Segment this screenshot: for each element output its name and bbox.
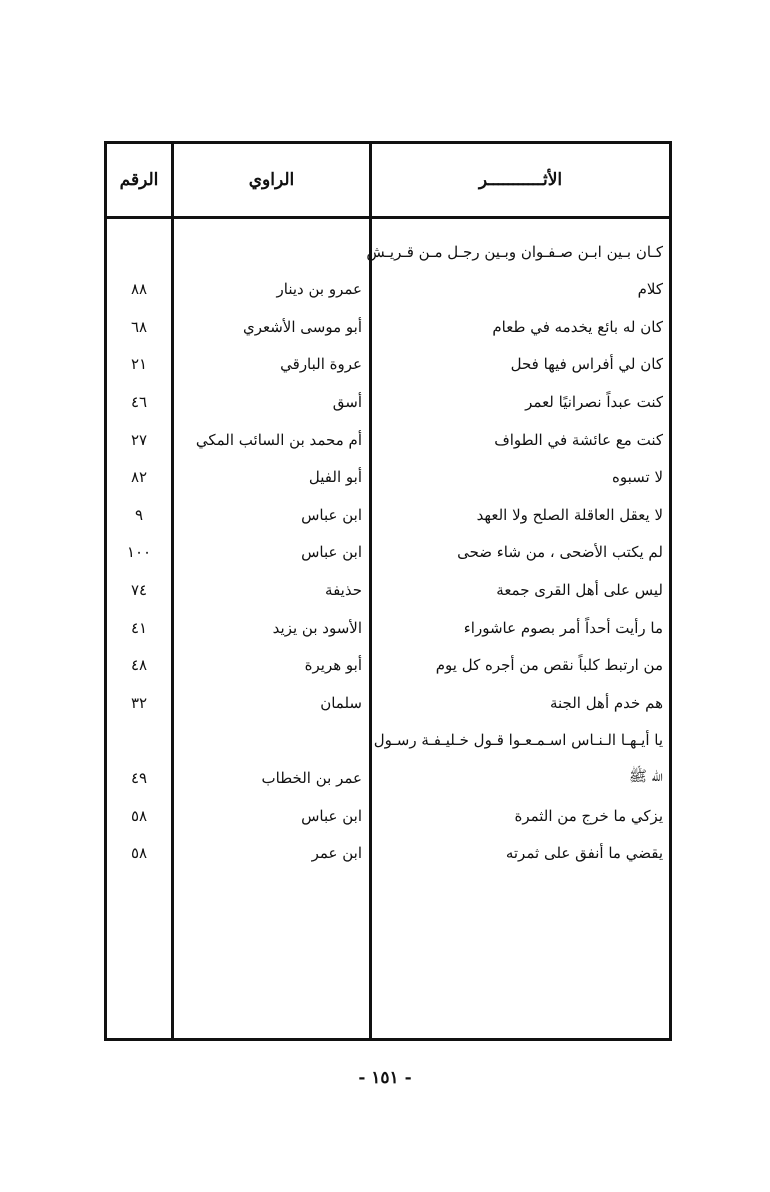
row-narrator: أم محمد بن السائب المكي	[195, 430, 362, 449]
row-number: ٨٢	[130, 468, 148, 487]
table-row	[107, 684, 669, 721]
row-athar: ما رأيت أحداً أمر بصوم عاشوراء	[463, 618, 663, 637]
row-narrator	[174, 233, 362, 270]
row-number: ٤٨	[130, 656, 148, 675]
row-number: ٢٧	[130, 430, 148, 449]
table-row	[107, 797, 669, 834]
row-number: ٥٨	[130, 806, 148, 825]
row-narrator: ابن عباس	[301, 505, 362, 524]
row-number: ٥٨	[130, 844, 148, 863]
row-number: ٤١	[130, 618, 148, 637]
row-narrator: الأسود بن يزيد	[272, 618, 362, 637]
row-athar: يا أيـهـا الـنـاس اسـمـعـوا قـول خـليـفـة رسـول	[373, 731, 663, 750]
row-number: ٣٢	[130, 693, 148, 712]
row-athar: يزكي ما خرج من الثمرة	[514, 806, 663, 825]
row-athar: من ارتبط كلباً نقص من أجره كل يوم	[435, 656, 663, 675]
table-row	[107, 571, 669, 608]
page-number: - ١٥١ -	[358, 1068, 412, 1088]
table-row	[107, 459, 669, 496]
row-number: ٩	[134, 505, 144, 524]
header-athar: الأثـــــــــــر	[478, 170, 563, 190]
row-athar: لا يعقل العاقلة الصلح ولا العهد	[476, 505, 663, 524]
row-athar: يقضي ما أنفق على ثمرته	[505, 844, 663, 863]
row-narrator: أسق	[332, 392, 362, 411]
row-number: ٤٦	[130, 392, 148, 411]
row-number	[107, 722, 171, 759]
row-narrator: عمرو بن دينار	[276, 280, 362, 299]
header-number: الرقم	[119, 170, 159, 190]
header-narrator: الراوي	[248, 170, 295, 190]
row-athar: كان له بائع يخدمه في طعام	[492, 317, 663, 336]
table-row	[107, 233, 669, 270]
row-athar: ليس على أهل القرى جمعة	[496, 580, 663, 599]
row-narrator: أبو هريرة	[304, 656, 362, 675]
table-row	[107, 647, 669, 684]
row-narrator: حذيفة	[325, 580, 362, 599]
row-narrator: أبو الفيل	[308, 468, 362, 487]
row-narrator: ابن عمر	[311, 844, 362, 863]
row-number: ٢١	[130, 355, 148, 374]
row-athar: كان لي أفراس فيها فحل	[510, 355, 663, 374]
row-narrator: ابن عباس	[301, 806, 362, 825]
row-narrator: عروة البارقي	[280, 355, 362, 374]
row-athar: كنت عبداً نصرانيًا لعمر	[525, 392, 663, 411]
row-number	[107, 233, 171, 270]
row-athar: لا تسبوه	[611, 468, 663, 487]
table-row	[107, 496, 669, 533]
table-row	[107, 835, 669, 872]
row-athar: كـان بـين ابـن صـفـوان وبـين رجـل مـن قـريـش	[366, 242, 663, 261]
table-row	[107, 722, 669, 759]
table-row	[107, 308, 669, 345]
table-row	[107, 346, 669, 383]
table-row	[107, 383, 669, 420]
table-row	[107, 759, 669, 796]
row-athar: كنت مع عائشة في الطواف	[494, 430, 663, 449]
row-narrator: سلمان	[320, 693, 362, 712]
row-narrator: أبو موسى الأشعري	[242, 317, 362, 336]
row-number: ٨٨	[130, 280, 148, 299]
header-divider	[107, 216, 669, 219]
row-narrator: عمر بن الخطاب	[261, 768, 362, 787]
row-narrator: ابن عباس	[301, 543, 362, 562]
row-athar: هم خدم أهل الجنة	[549, 693, 663, 712]
table-row	[107, 534, 669, 571]
row-athar: كلام	[637, 280, 663, 299]
row-number: ٧٤	[130, 580, 148, 599]
row-athar: لم يكتب الأضحى ، من شاء ضحى	[457, 543, 663, 562]
row-number: ١٠٠	[126, 543, 152, 562]
row-number: ٤٩	[130, 768, 148, 787]
athar-index-table	[104, 141, 672, 1041]
row-number: ٦٨	[130, 317, 148, 336]
row-athar: الله ﷺ	[628, 766, 663, 785]
row-narrator	[174, 722, 362, 759]
table-row	[107, 271, 669, 308]
table-row	[107, 421, 669, 458]
table-row	[107, 609, 669, 646]
